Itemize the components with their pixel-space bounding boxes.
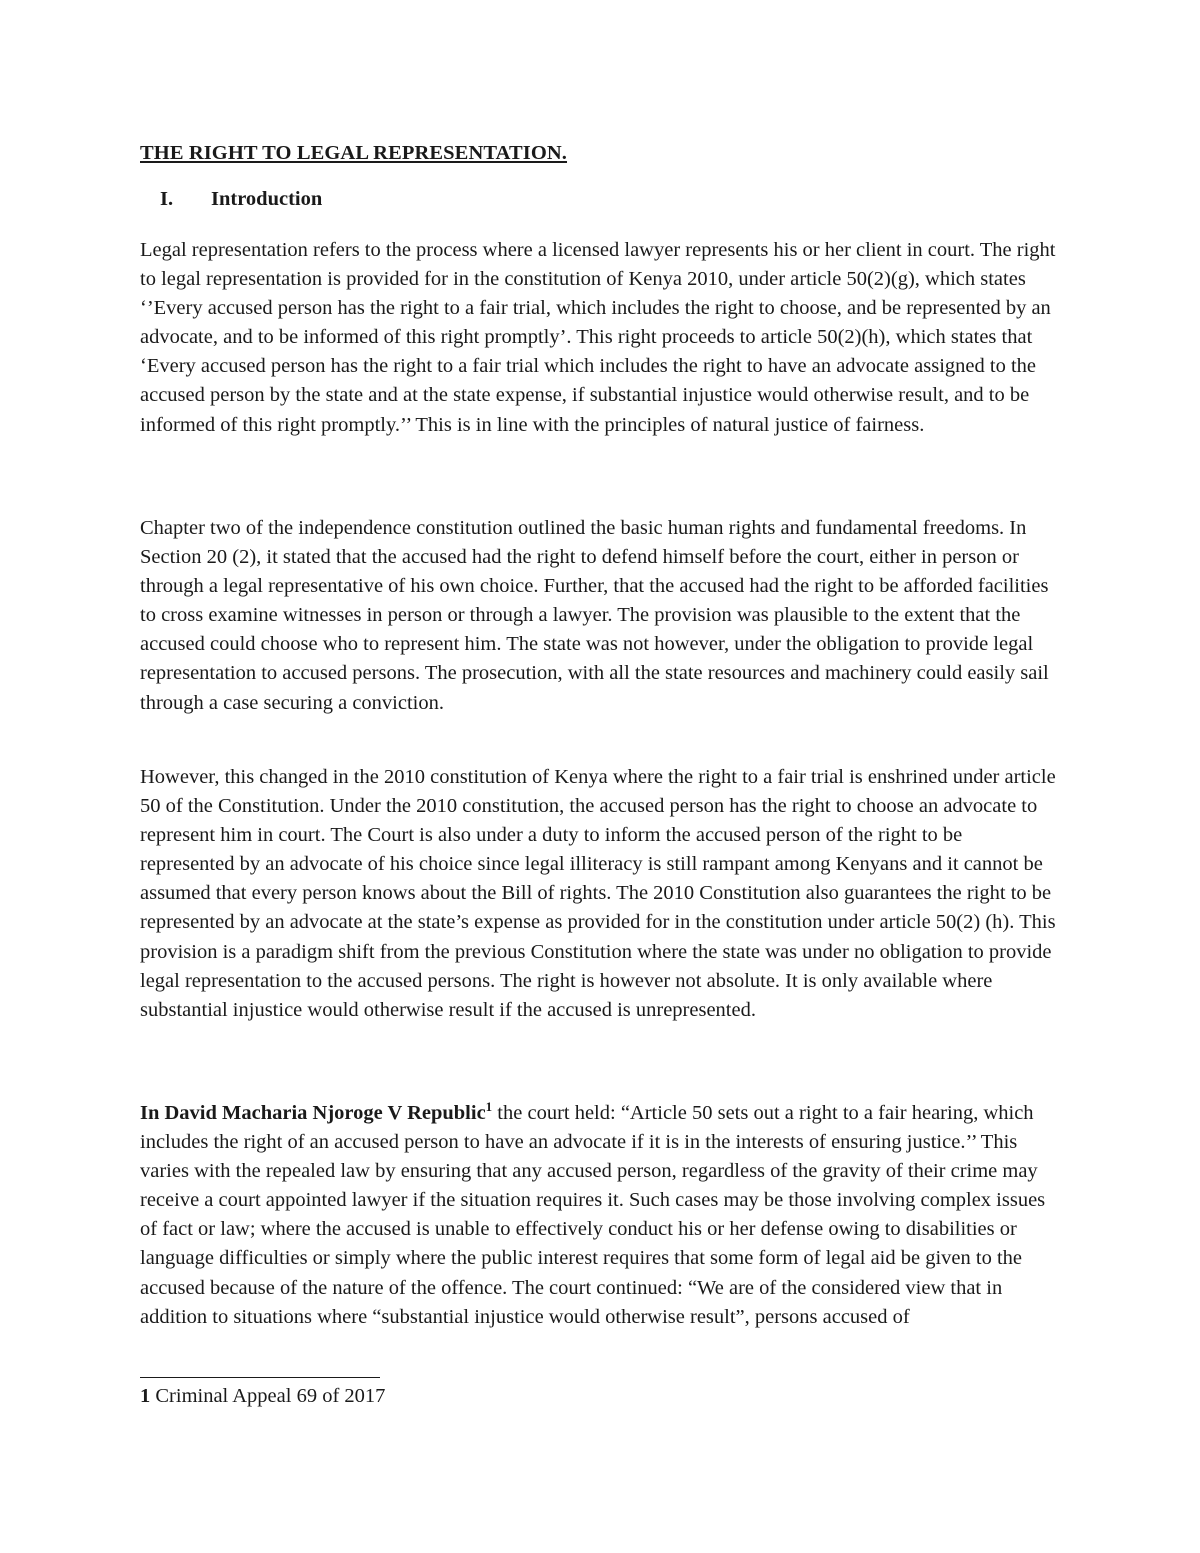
footnote-reference[interactable]: 1 (485, 1099, 493, 1115)
footnote (140, 1385, 385, 1408)
document-title: THE RIGHT TO LEGAL REPRESENTATION. (140, 142, 568, 164)
case-paragraph-text: the court held: “Article 50 sets out a right to a fair hearing, which includes the right of an accused person to have an advocate if it is in the interests of ensuring justice.’’ This varies with the repealed law by ensuring that any accused person, regardless of the gravity of their crime may receive a court appointed lawyer if the situation requires it. Such cases may be those involving complex issues of fact or law; where the accused is unable to effectively conduct his or her defense owing to disabilities or language difficulties or simply where the public interest requires that some form of legal aid be given to the accused because of the nature of the offence. The court continued: “We are of the considered view that in addition to situations where “substantial injustice would otherwise result”, persons accused of (140, 1102, 1046, 1328)
footnote-separator (140, 1377, 380, 1378)
section-number: I. (160, 188, 174, 210)
footnote-text: Criminal Appeal 69 of 2017 (150, 1385, 386, 1407)
section-heading (160, 188, 322, 211)
footnote-number: 1 (140, 1385, 151, 1407)
paragraph-2010-constitution: However, this changed in the 2010 constitution of Kenya where the right to a fair trial is enshrined under article 50 of the Constitution. Under the 2010 constitution, the accused person has the right to choose an advocate to represent him in court. The Court is also under a duty to inform the accused person of the right to be represented by an advocate of his choice since legal illiteracy is still rampant among Kenyans and it cannot be assumed that every person knows about the Bill of rights. The 2010 Constitution also guarantees the right to be represented by an advocate at the state’s expense as provided for in the constitution under article 50(2) (h). This provision is a paradigm shift from the previous Constitution where the state was under no obligation to provide legal representation to the accused persons. The right is however not absolute. It is only available where substantial injustice would otherwise result if the accused is unrepresented. (140, 766, 1056, 1021)
paragraph-case-law (140, 1099, 1060, 1332)
case-name: In David Macharia Njoroge V Republic (140, 1102, 486, 1124)
section-heading-text: Introduction (211, 188, 323, 210)
paragraph-intro: Legal representation refers to the process where a licensed lawyer represents his or her client in court. The right to legal representation is provided for in the constitution of Kenya 2010, under article 50(2)(g), which states ‘’Every accused person has the right to a fair trial, which includes the right to choose, and be represented by an advocate, and to be informed of this right promptly’. This right proceeds to article 50(2)(h), which states that ‘Every accused person has the right to a fair trial which includes the right to have an advocate assigned to the accused person by the state and at the state expense, if substantial injustice would otherwise result, and to be informed of this right promptly.’’ This is in line with the principles of natural justice of fairness. (140, 239, 1056, 436)
paragraph-independence-constitution: Chapter two of the independence constitution outlined the basic human rights and fundamental freedoms. In Section 20 (2), it stated that the accused had the right to defend himself before the court, either in person or through a legal representative of his own choice. Further, that the accused had the right to be afforded facilities to cross examine witnesses in person or through a lawyer. The provision was plausible to the extent that the accused could choose who to represent him. The state was not however, under the obligation to provide legal representation to accused persons. The prosecution, with all the state resources and machinery could easily sail through a case securing a conviction. (140, 517, 1049, 714)
